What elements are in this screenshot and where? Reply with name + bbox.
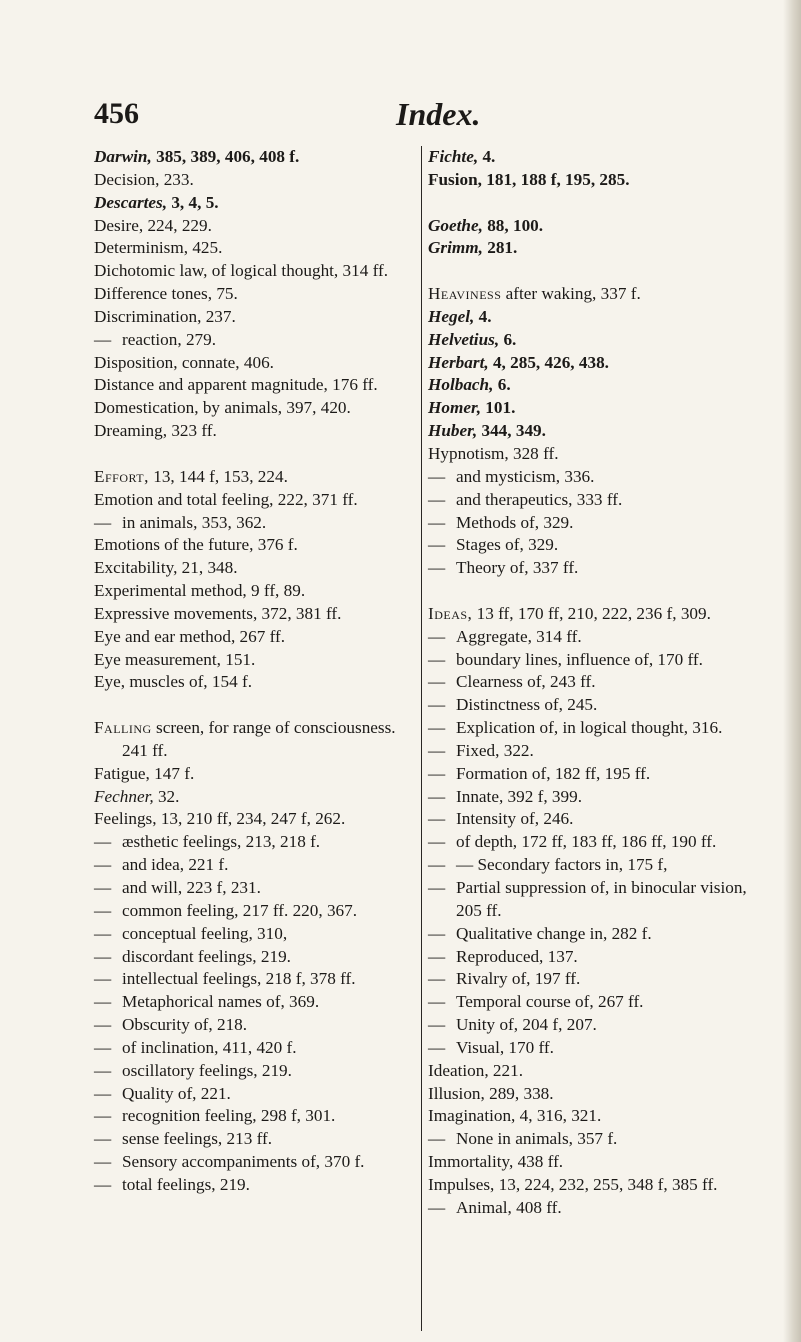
entry-heading: Grimm,	[428, 238, 483, 258]
entry-refs: Expressive movements, 372, 381 ff.	[94, 603, 342, 623]
subentry-dash: —	[428, 1015, 446, 1035]
index-entry	[428, 1060, 758, 1083]
page-header	[94, 96, 706, 136]
index-subentry	[94, 1037, 412, 1060]
index-subentry	[428, 808, 758, 831]
subentry-dash: —	[428, 878, 446, 897]
index-column-left	[94, 146, 412, 1197]
subentry-dash: —	[94, 1060, 112, 1080]
subentry-text: Quality of, 221.	[122, 1083, 231, 1103]
index-subentry	[428, 923, 758, 946]
entry-refs: Immortality, 438 ff.	[428, 1152, 564, 1172]
index-column-right	[428, 146, 758, 1220]
subentry-text: Animal, 408 ff.	[456, 1197, 562, 1217]
subentry-text: Reproduced, 137.	[456, 946, 578, 966]
index-subentry	[428, 1197, 758, 1220]
index-subentry	[428, 512, 758, 535]
entry-refs: Disposition, connate, 406.	[94, 352, 274, 372]
index-subentry	[428, 831, 758, 854]
index-entry	[428, 1174, 758, 1197]
index-entry	[94, 306, 412, 329]
subentry-text: in animals, 353, 362.	[122, 512, 267, 532]
subentry-text: None in animals, 357 f.	[456, 1129, 618, 1149]
entry-refs: 281.	[482, 238, 518, 258]
subentry-dash: —	[94, 878, 112, 897]
index-subentry	[428, 1014, 758, 1037]
running-title: Index.	[396, 96, 481, 132]
entry-refs: Feelings, 13, 210 ff, 234, 247 f, 262.	[94, 809, 346, 829]
entry-refs: 13, 144 f, 153, 224.	[148, 466, 288, 486]
subentry-dash: —	[94, 969, 112, 989]
subentry-dash: —	[94, 1037, 112, 1057]
column-divider	[421, 146, 422, 1331]
subentry-text: Unity of, 204 f, 207.	[456, 1015, 597, 1035]
subentry-text: of depth, 172 ff, 183 ff, 186 ff, 190 ff.	[456, 832, 717, 852]
entry-heading: Ideas,	[428, 603, 473, 623]
entry-heading: Descartes,	[94, 192, 168, 212]
entry-refs: Distance and apparent magnitude, 176 ff.	[94, 375, 378, 395]
subentry-text: Partial suppression of, in binocular vision, 205 ff.	[456, 878, 747, 920]
index-subentry	[428, 671, 758, 694]
subentry-text: Aggregate, 314 ff.	[456, 626, 582, 646]
subentry-dash: —	[428, 740, 446, 760]
index-entry	[94, 146, 412, 169]
subentry-dash: —	[428, 809, 446, 829]
index-entry	[428, 420, 758, 443]
subentry-text: Stages of, 329.	[456, 535, 559, 555]
subentry-dash: —	[428, 535, 446, 555]
entry-refs: 4, 285, 426, 438.	[488, 352, 609, 372]
index-entry	[94, 808, 412, 831]
index-subentry	[428, 854, 758, 877]
entry-refs: Eye measurement, 151.	[94, 649, 256, 669]
entry-refs: 88, 100.	[482, 215, 544, 235]
index-entry	[94, 603, 412, 626]
subentry-dash: —	[428, 855, 446, 875]
entry-refs: Fatigue, 147 f.	[94, 763, 195, 783]
subentry-text: boundary lines, influence of, 170 ff.	[456, 649, 703, 669]
subentry-text: recognition feeling, 298 f, 301.	[122, 1106, 336, 1126]
index-entry	[428, 1105, 758, 1128]
index-entry	[428, 397, 758, 420]
subentry-dash: —	[428, 649, 446, 669]
entry-heading: Darwin,	[94, 147, 152, 166]
subentry-dash: —	[428, 832, 446, 852]
subentry-dash: —	[94, 992, 112, 1012]
entry-refs: 6.	[499, 329, 517, 349]
index-entry	[428, 306, 758, 329]
page-number: 456	[94, 97, 139, 130]
index-entry	[94, 489, 412, 512]
index-subentry	[428, 466, 758, 489]
index-subentry	[428, 694, 758, 717]
subentry-dash: —	[94, 1106, 112, 1126]
index-entry	[94, 192, 412, 215]
entry-refs: Difference tones, 75.	[94, 284, 238, 304]
index-subentry	[428, 557, 758, 580]
subentry-text: æsthetic feelings, 213, 218 f.	[122, 832, 321, 852]
subentry-text: and mysticism, 336.	[456, 466, 595, 486]
subentry-dash: —	[94, 329, 112, 349]
entry-heading: Huber,	[428, 421, 478, 441]
entry-refs: Impulses, 13, 224, 232, 255, 348 f, 385 ff.	[428, 1174, 718, 1194]
entry-refs: Imagination, 4, 316, 321.	[428, 1106, 602, 1126]
subentry-dash: —	[428, 718, 446, 738]
index-entry	[94, 786, 412, 809]
index-entry	[428, 146, 758, 169]
subentry-text: Innate, 392 f, 399.	[456, 786, 583, 806]
index-entry	[94, 626, 412, 649]
index-entry	[428, 352, 758, 375]
index-entry	[94, 763, 412, 786]
index-subentry	[94, 831, 412, 854]
subentry-text: total feelings, 219.	[122, 1174, 250, 1194]
entry-heading: Effort,	[94, 466, 149, 486]
index-entry	[428, 374, 758, 397]
entry-refs: Determinism, 425.	[94, 238, 223, 258]
subentry-text: Visual, 170 ff.	[456, 1037, 554, 1057]
index-entry	[94, 717, 412, 763]
subentry-text: of inclination, 411, 420 f.	[122, 1037, 297, 1057]
entry-refs: screen, for range of consciousness. 241 ff.	[122, 718, 396, 760]
subentry-dash: —	[428, 992, 446, 1012]
index-entry	[428, 329, 758, 352]
entry-refs: Eye, muscles of, 154 f.	[94, 672, 252, 692]
entry-refs: 4.	[478, 147, 496, 166]
index-subentry	[94, 923, 412, 946]
subentry-dash: —	[428, 763, 446, 783]
index-entry	[94, 580, 412, 603]
index-subentry	[94, 991, 412, 1014]
subentry-text: Qualitative change in, 282 f.	[456, 923, 652, 943]
index-entry	[94, 283, 412, 306]
subentry-dash: —	[94, 900, 112, 920]
index-entry	[428, 237, 758, 260]
subentry-text: discordant feelings, 219.	[122, 946, 291, 966]
entry-refs: Emotion and total feeling, 222, 371 ff.	[94, 489, 358, 509]
subentry-dash: —	[428, 1037, 446, 1057]
index-subentry	[428, 877, 758, 923]
entry-refs: Eye and ear method, 267 ff.	[94, 626, 286, 646]
subentry-dash: —	[428, 1129, 446, 1149]
entry-heading: Fechner,	[94, 786, 154, 806]
subentry-dash: —	[428, 626, 446, 646]
subentry-text: conceptual feeling, 310,	[122, 923, 288, 943]
index-subentry	[94, 329, 412, 352]
subentry-text: Theory of, 337 ff.	[456, 558, 579, 578]
index-subentry	[428, 489, 758, 512]
entry-heading: Herbart,	[428, 352, 489, 372]
index-entry	[428, 169, 758, 192]
index-entry	[94, 397, 412, 420]
subentry-dash: —	[428, 558, 446, 578]
index-entry	[94, 169, 412, 192]
index-subentry	[94, 1151, 412, 1174]
index-subentry	[428, 968, 758, 991]
entry-heading: Homer,	[428, 398, 481, 418]
index-entry	[94, 215, 412, 238]
subentry-dash: —	[94, 512, 112, 532]
subentry-dash: —	[94, 1174, 112, 1194]
index-subentry	[94, 1083, 412, 1106]
index-entry	[94, 352, 412, 375]
entry-heading: Goethe,	[428, 215, 483, 235]
index-subentry	[428, 786, 758, 809]
index-subentry	[428, 1037, 758, 1060]
subentry-text: reaction, 279.	[122, 329, 217, 349]
entry-heading: Helvetius,	[428, 329, 500, 349]
subentry-text: Sensory accompaniments of, 370 f.	[122, 1152, 365, 1172]
index-entry	[94, 557, 412, 580]
index-subentry	[428, 740, 758, 763]
subentry-text: Distinctness of, 245.	[456, 695, 598, 715]
entry-refs: Experimental method, 9 ff, 89.	[94, 581, 306, 601]
entry-refs: Domestication, by animals, 397, 420.	[94, 398, 351, 418]
section-gap	[428, 192, 758, 215]
entry-refs: Illusion, 289, 338.	[428, 1083, 554, 1103]
index-subentry	[94, 1014, 412, 1037]
subentry-dash: —	[428, 489, 446, 509]
index-entry	[94, 420, 412, 443]
index-subentry	[428, 626, 758, 649]
subentry-text: — Secondary factors in, 175 f,	[456, 855, 668, 875]
index-subentry	[94, 877, 412, 900]
subentry-dash: —	[94, 1152, 112, 1172]
entry-refs: 101.	[481, 398, 516, 418]
entry-refs: Ideation, 221.	[428, 1060, 523, 1080]
subentry-dash: —	[94, 832, 112, 852]
section-gap	[94, 694, 412, 717]
entry-refs: Fusion, 181, 188 f, 195, 285.	[428, 169, 630, 189]
subentry-text: Obscurity of, 218.	[122, 1015, 248, 1035]
subentry-text: Metaphorical names of, 369.	[122, 992, 320, 1012]
subentry-dash: —	[428, 969, 446, 989]
section-gap	[428, 260, 758, 283]
subentry-dash: —	[428, 695, 446, 715]
index-entry	[428, 1083, 758, 1106]
subentry-dash: —	[94, 1015, 112, 1035]
subentry-text: Fixed, 322.	[456, 740, 534, 760]
index-entry	[94, 649, 412, 672]
index-entry	[428, 1151, 758, 1174]
index-entry	[94, 534, 412, 557]
subentry-text: common feeling, 217 ff. 220, 367.	[122, 900, 358, 920]
entry-heading: Fichte,	[428, 147, 479, 166]
entry-refs: Excitability, 21, 348.	[94, 558, 238, 578]
entry-refs: 385, 389, 406, 408 f.	[151, 147, 300, 166]
index-subentry	[428, 991, 758, 1014]
entry-refs: 13 ff, 170 ff, 210, 222, 236 f, 309.	[472, 603, 711, 623]
subentry-dash: —	[94, 855, 112, 875]
subentry-dash: —	[428, 466, 446, 486]
entry-refs: Dichotomic law, of logical thought, 314 ff.	[94, 261, 389, 281]
index-entry	[94, 671, 412, 694]
index-subentry	[428, 717, 758, 740]
index-subentry	[94, 900, 412, 923]
subentry-dash: —	[428, 512, 446, 532]
subentry-text: Methods of, 329.	[456, 512, 574, 532]
entry-refs: Discrimination, 237.	[94, 306, 236, 326]
subentry-dash: —	[428, 1197, 446, 1217]
section-gap	[428, 580, 758, 603]
index-subentry	[94, 1060, 412, 1083]
entry-refs: after waking, 337 f.	[501, 284, 641, 304]
index-subentry	[94, 946, 412, 969]
subentry-dash: —	[428, 946, 446, 966]
index-subentry	[94, 1105, 412, 1128]
index-entry	[94, 374, 412, 397]
subentry-text: Temporal course of, 267 ff.	[456, 992, 644, 1012]
entry-refs: 32.	[153, 786, 180, 806]
subentry-text: intellectual feelings, 218 f, 378 ff.	[122, 969, 356, 989]
subentry-dash: —	[94, 946, 112, 966]
subentry-text: Explication of, in logical thought, 316.	[456, 718, 723, 738]
entry-refs: Hypnotism, 328 ff.	[428, 443, 559, 463]
entry-refs: 3, 4, 5.	[167, 192, 219, 212]
subentry-dash: —	[428, 923, 446, 943]
index-subentry	[428, 763, 758, 786]
subentry-text: Clearness of, 243 ff.	[456, 672, 596, 692]
subentry-dash: —	[428, 786, 446, 806]
subentry-dash: —	[94, 923, 112, 943]
index-subentry	[428, 649, 758, 672]
index-subentry	[94, 968, 412, 991]
index-entry	[428, 215, 758, 238]
index-subentry	[428, 534, 758, 557]
index-entry	[428, 603, 758, 626]
entry-refs: Emotions of the future, 376 f.	[94, 535, 298, 555]
subentry-text: sense feelings, 213 ff.	[122, 1129, 273, 1149]
index-entry	[94, 260, 412, 283]
page-edge-shadow	[783, 0, 801, 1342]
entry-heading: Falling	[94, 718, 152, 738]
entry-refs: 6.	[493, 375, 511, 395]
entry-refs: 344, 349.	[477, 421, 546, 441]
subentry-dash: —	[94, 1083, 112, 1103]
subentry-dash: —	[428, 672, 446, 692]
index-subentry	[428, 946, 758, 969]
entry-refs: Desire, 224, 229.	[94, 215, 212, 235]
entry-heading: Heaviness	[428, 284, 502, 304]
index-subentry	[94, 1128, 412, 1151]
subentry-text: and therapeutics, 333 ff.	[456, 489, 623, 509]
index-entry	[94, 237, 412, 260]
subentry-dash: —	[94, 1129, 112, 1149]
index-subentry	[94, 512, 412, 535]
index-entry	[94, 466, 412, 489]
entry-refs: Decision, 233.	[94, 169, 194, 189]
subentry-text: Intensity of, 246.	[456, 809, 574, 829]
subentry-text: oscillatory feelings, 219.	[122, 1060, 292, 1080]
entry-refs: 4.	[474, 306, 492, 326]
index-entry	[428, 283, 758, 306]
subentry-text: Rivalry of, 197 ff.	[456, 969, 581, 989]
index-entry	[428, 443, 758, 466]
index-subentry	[94, 1174, 412, 1197]
section-gap	[94, 443, 412, 466]
subentry-text: Formation of, 182 ff, 195 ff.	[456, 763, 651, 783]
entry-heading: Holbach,	[428, 375, 494, 395]
entry-heading: Hegel,	[428, 306, 475, 326]
index-subentry	[94, 854, 412, 877]
subentry-text: and idea, 221 f.	[122, 855, 229, 875]
index-subentry	[428, 1128, 758, 1151]
subentry-text: and will, 223 f, 231.	[122, 878, 261, 897]
entry-refs: Dreaming, 323 ff.	[94, 421, 217, 441]
